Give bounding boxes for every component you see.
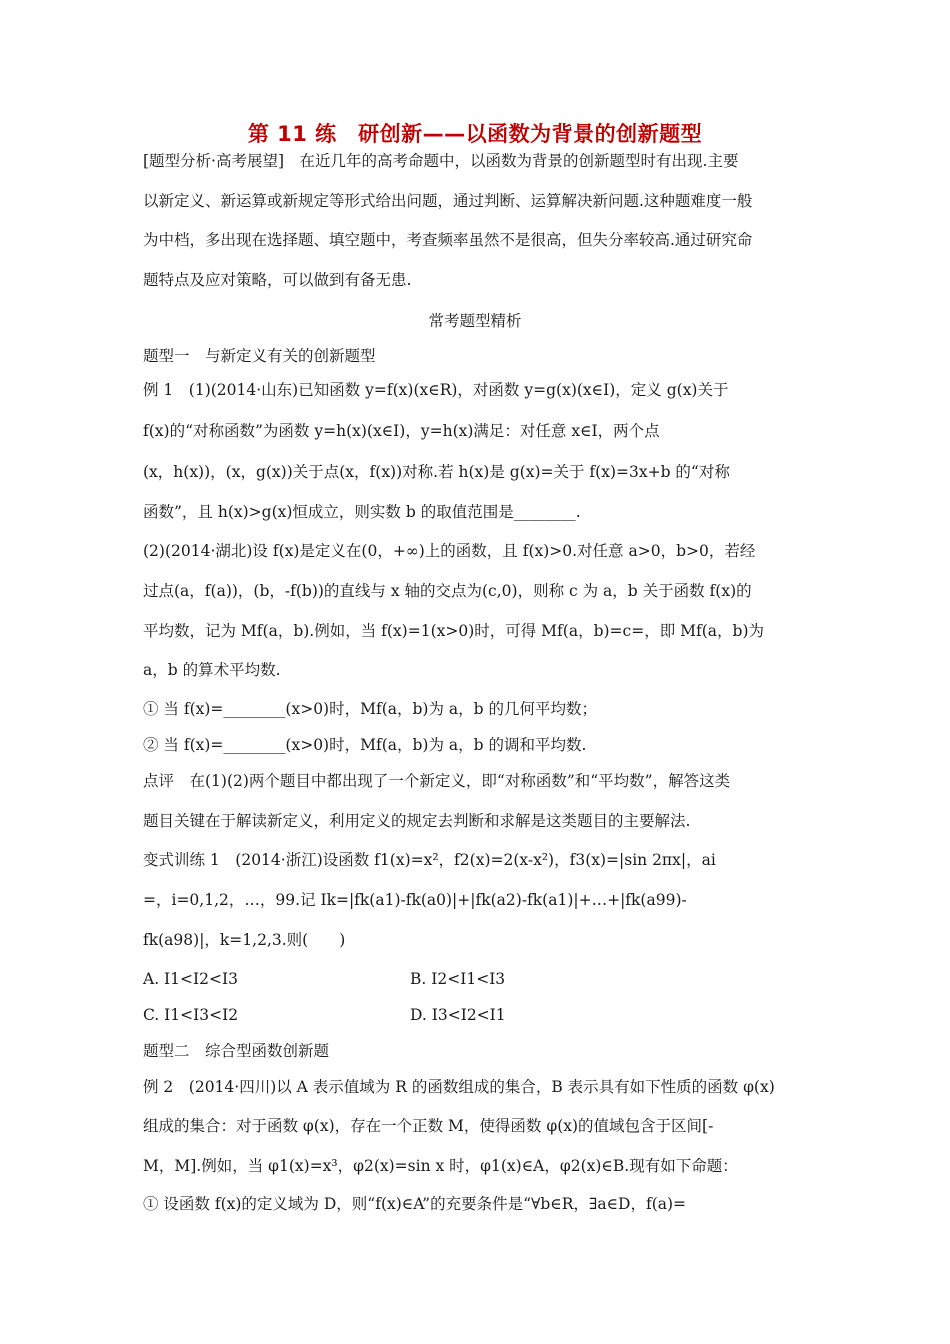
variant1-line-3: fk(a98)|，k=1,2,3.则( ) xyxy=(143,931,346,949)
example1-line-6: 过点(a，f(a))，(b，-f(b))的直线与 x 轴的交点为(c,0)，则称 c 为 a，b 关于函数 f(x)的 xyxy=(143,582,752,600)
intro-line-4: 题特点及应对策略，可以做到有备无患. xyxy=(143,271,412,289)
example2-line-1: 例 2 (2014·四川)以 A 表示值域为 R 的函数组成的集合，B 表示具有如下性质的函数 φ(x) xyxy=(143,1078,775,1096)
example1-line-5: (2)(2014·湖北)设 f(x)是定义在(0，+∞)上的函数，且 f(x)>0.对任意 a>0，b>0，若经 xyxy=(143,542,756,560)
intro-line-3: 为中档，多出现在选择题、填空题中，考查频率虽然不是很高，但失分率较高.通过研究命 xyxy=(143,231,753,249)
type2-heading: 题型二 综合型函数创新题 xyxy=(143,1042,330,1060)
example1-line-3: (x，h(x))，(x，g(x))关于点(x，f(x))对称.若 h(x)是 g(x)=关于 f(x)=3x+b 的“对称 xyxy=(143,463,730,481)
comment-line-1: 点评 在(1)(2)两个题目中都出现了一个新定义，即“对称函数”和“平均数”，解答这类 xyxy=(143,772,731,790)
example1-line-2: f(x)的“对称函数”为函数 y=h(x)(x∈I)，y=h(x)满足：对任意 x∈I，两个点 xyxy=(143,422,660,440)
example2-line-3: M，M].例如，当 φ1(x)=x³，φ2(x)=sin x 时，φ1(x)∈A，φ2(x)∈B.现有如下命题： xyxy=(143,1157,738,1175)
intro-line-2: 以新定义、新运算或新规定等形式给出问题，通过判断、运算解决新问题.这种题难度一般 xyxy=(143,192,753,210)
variant1-line-2: =，i=0,1,2，…，99.记 Ik=|fk(a1)-fk(a0)|+|fk(a2)-fk(a1)|+…+|fk(a99)- xyxy=(143,891,687,909)
example1-line-10: ② 当 f(x)=________(x>0)时，Mf(a，b)为 a，b 的调和平均数. xyxy=(143,736,587,754)
type1-heading: 题型一 与新定义有关的创新题型 xyxy=(143,347,376,365)
example2-line-4: ① 设函数 f(x)的定义域为 D，则“f(x)∈A”的充要条件是“∀b∈R，∃a∈D，f(a)= xyxy=(143,1195,687,1213)
section-heading: 常考题型精析 xyxy=(428,312,522,330)
example2-line-2: 组成的集合：对于函数 φ(x)，存在一个正数 M，使得函数 φ(x)的值域包含于区间[- xyxy=(143,1117,714,1135)
example1-line-7: 平均数，记为 Mf(a，b).例如，当 f(x)=1(x>0)时，可得 Mf(a，b)=c=，即 Mf(a，b)为 xyxy=(143,622,764,640)
option-a: A. I1<I2<I3 xyxy=(143,970,238,988)
option-c: C. I1<I3<I2 xyxy=(143,1006,239,1024)
intro-line-1: [题型分析·高考展望] 在近几年的高考命题中，以函数为背景的创新题型时有出现.主要 xyxy=(143,152,739,170)
example1-line-4: 函数”，且 h(x)>g(x)恒成立，则实数 b 的取值范围是________. xyxy=(143,503,581,521)
example1-line-1: 例 1 (1)(2014·山东)已知函数 y=f(x)(x∈R)，对函数 y=g(x)(x∈I)，定义 g(x)关于 xyxy=(143,381,729,399)
example1-line-8: a，b 的算术平均数. xyxy=(143,661,281,679)
option-b: B. I2<I1<I3 xyxy=(410,970,506,988)
example1-line-9: ① 当 f(x)=________(x>0)时，Mf(a，b)为 a，b 的几何平均数； xyxy=(143,700,597,718)
variant1-line-1: 变式训练 1 (2014·浙江)设函数 f1(x)=x²，f2(x)=2(x-x²)，f3(x)=|sin 2πx|，ai xyxy=(143,851,716,869)
page-title: 第 11 练 研创新——以函数为背景的创新题型 xyxy=(247,122,703,146)
comment-line-2: 题目关键在于解读新定义，利用定义的规定去判断和求解是这类题目的主要解法. xyxy=(143,812,691,830)
option-d: D. I3<I2<I1 xyxy=(410,1006,506,1024)
